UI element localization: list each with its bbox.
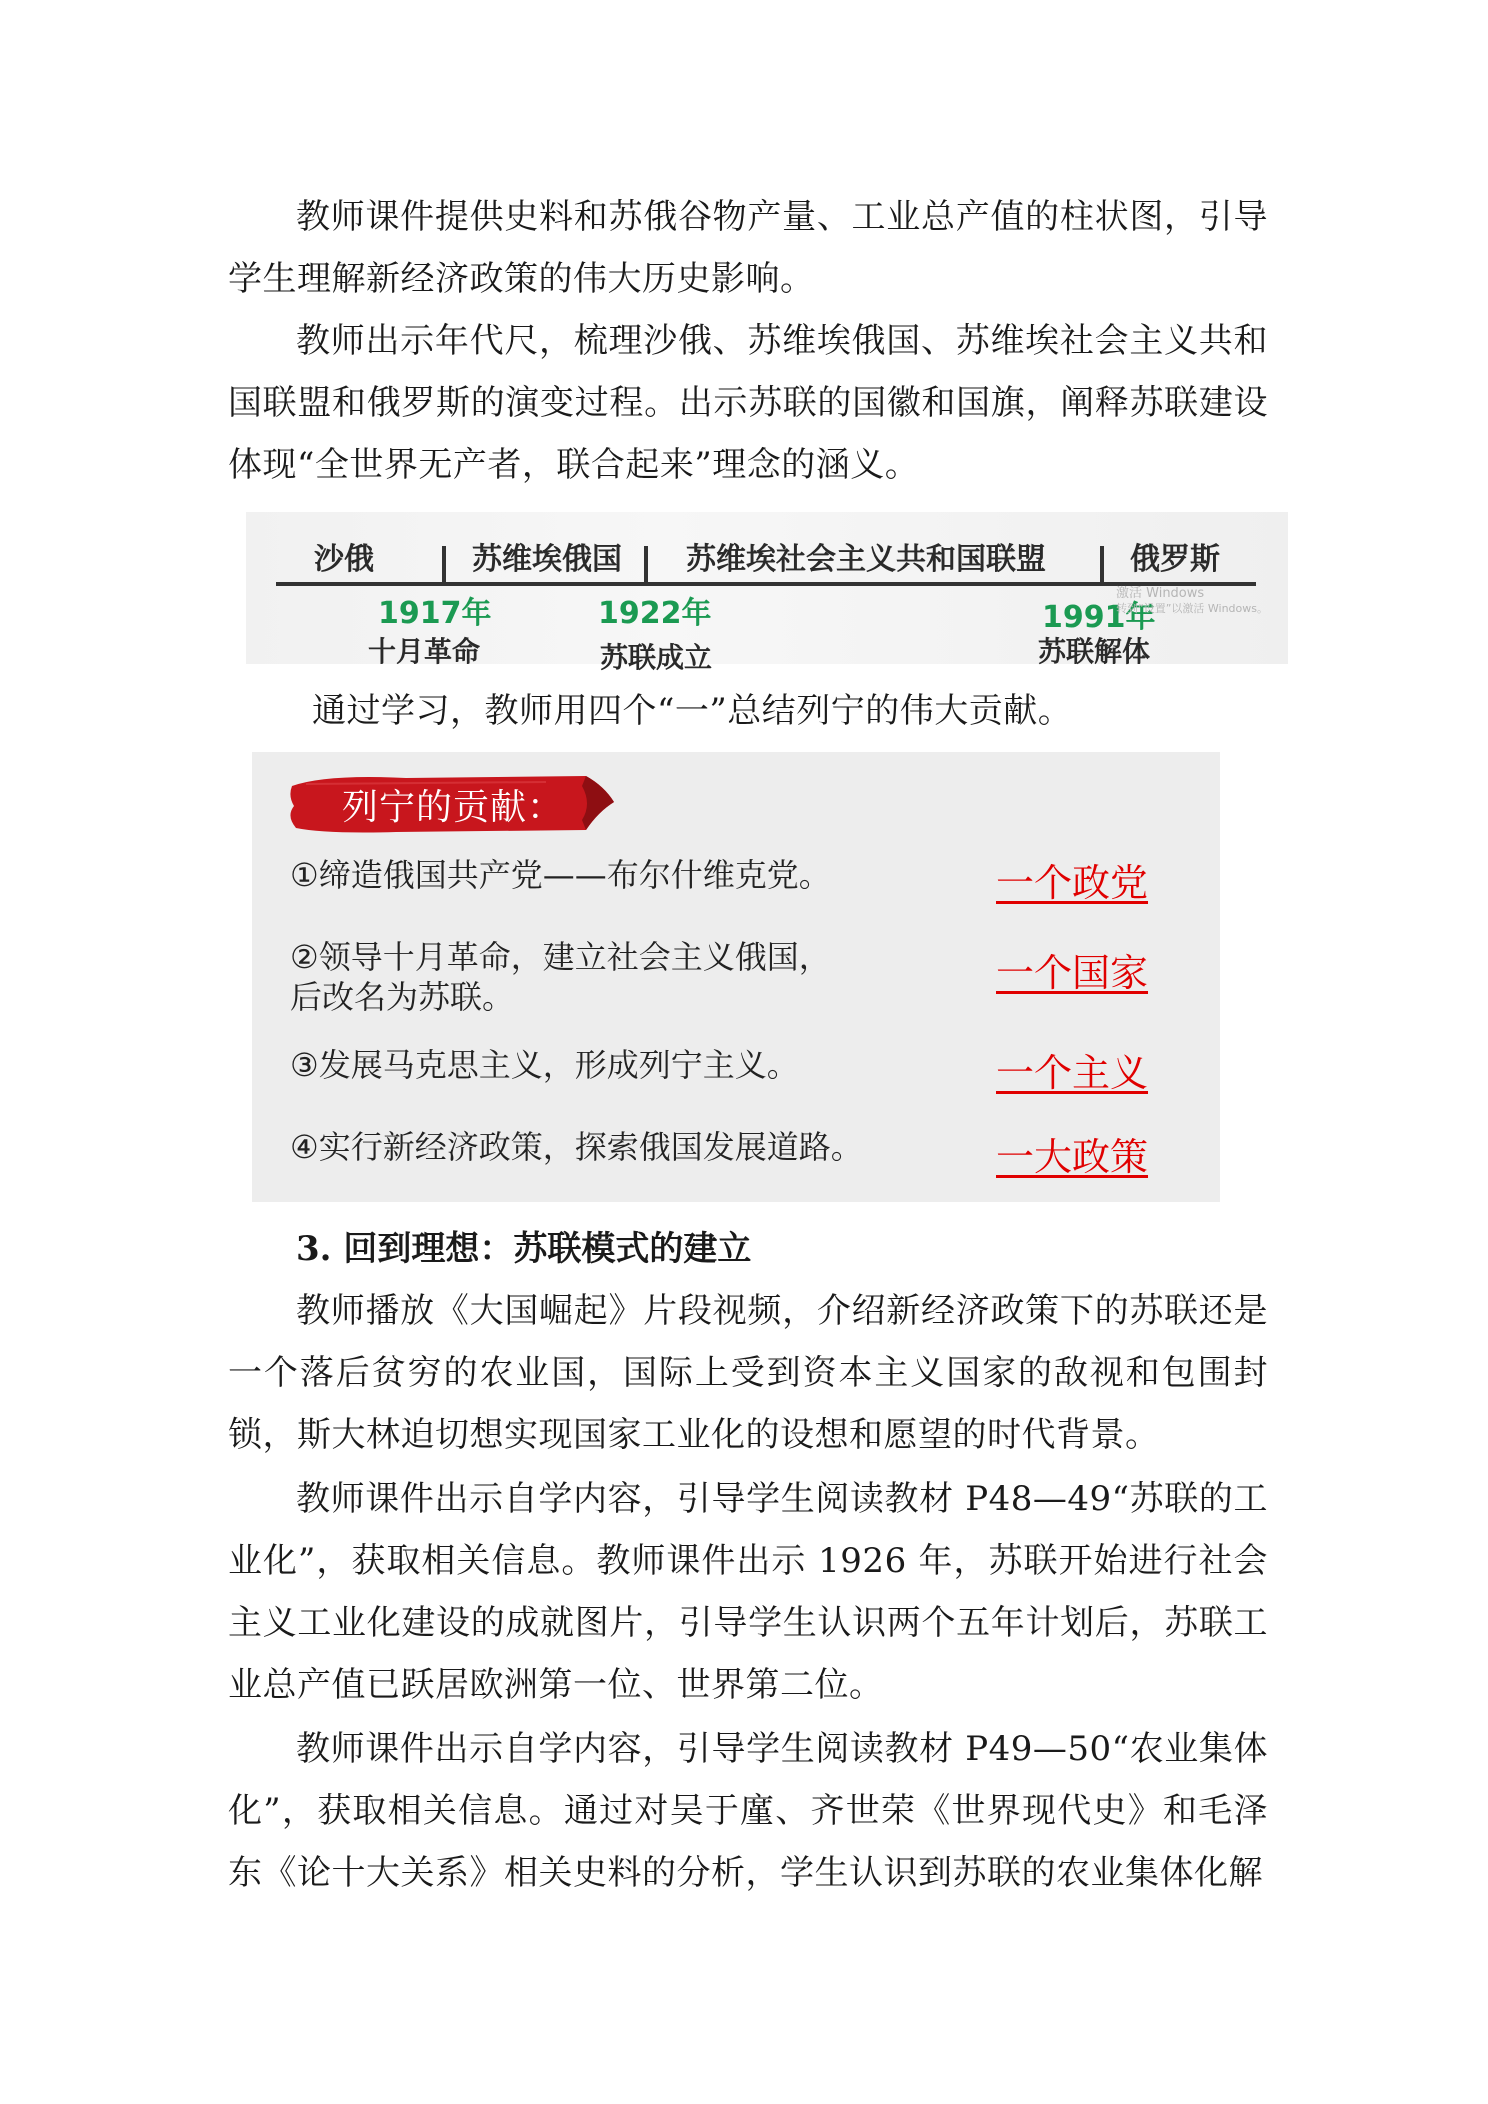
timeline-divider	[644, 546, 648, 582]
paragraph-1: 教师课件提供史料和苏俄谷物产量、工业总产值的柱状图，引导学生理解新经济政策的伟大历史影响。	[228, 197, 1268, 299]
paragraph-2: 教师出示年代尺，梳理沙俄、苏维埃俄国、苏维埃社会主义共和国联盟和俄罗斯的演变过程。出示苏联的国徽和国旗，阐释苏联建设体现“全世界无产者，联合起来”理念的涵义。	[228, 321, 1268, 485]
watermark-line-2: 转到“设置”以激活 Windows。	[1116, 602, 1268, 615]
watermark-line-1: 激活 Windows	[1116, 586, 1205, 601]
timeline-period-russia: 俄罗斯	[1130, 542, 1220, 577]
contribution-2-line-1: ②领导十月革命，建立社会主义俄国，	[290, 938, 831, 976]
section-heading: 3. 回到理想：苏联模式的建立	[296, 1229, 752, 1269]
timeline-axis	[276, 582, 1256, 586]
timeline-period-ussr: 苏维埃社会主义共和国联盟	[686, 542, 1046, 577]
timeline-event-october-revolution: 十月革命	[368, 635, 481, 668]
contribution-1: ①缔造俄国共产党——布尔什维克党。	[290, 856, 831, 894]
timeline-period-soviet-russia: 苏维埃俄国	[472, 542, 622, 577]
timeline-divider	[1100, 546, 1104, 582]
contribution-4-tag: 一大政策	[996, 1135, 1149, 1179]
panel-title: 列宁的贡献：	[342, 787, 565, 828]
timeline-year-1991: 1991年	[1042, 600, 1156, 635]
contribution-2-tag: 一个国家	[996, 951, 1149, 995]
contribution-1-tag: 一个政党	[996, 861, 1149, 905]
contribution-3-tag: 一个主义	[996, 1051, 1149, 1095]
timeline-divider	[442, 546, 446, 582]
timeline-year-1917: 1917年	[378, 596, 492, 631]
lenin-contributions-panel	[252, 752, 1220, 1202]
timeline-figure	[246, 512, 1288, 674]
paragraph-6: 教师课件出示自学内容，引导学生阅读教材 P49—50“农业集体化”，获取相关信息。通过对吴于廑、齐世荣《世界现代史》和毛泽东《论十大关系》相关史料的分析，学生认识到苏联的农业集体化解	[228, 1729, 1268, 1893]
contribution-4: ④实行新经济政策，探索俄国发展道路。	[290, 1128, 863, 1166]
banner	[286, 772, 616, 836]
timeline-event-ussr-dissolved: 苏联解体	[1038, 635, 1151, 668]
paragraph-3: 通过学习，教师用四个“一”总结列宁的伟大贡献。	[312, 691, 1073, 731]
paragraph-5: 教师课件出示自学内容，引导学生阅读教材 P48—49“苏联的工业化”，获取相关信息。教师课件出示 1926 年，苏联开始进行社会主义工业化建设的成就图片，引导学生认识两个五年计划后，苏联工业总产值已跃居欧洲第一位、世界第二位。	[228, 1479, 1268, 1705]
timeline-event-ussr-founded: 苏联成立	[600, 641, 713, 674]
timeline-period-tsarist: 沙俄	[314, 542, 374, 577]
paragraph-4: 教师播放《大国崛起》片段视频，介绍新经济政策下的苏联还是一个落后贫穷的农业国，国际上受到资本主义国家的敌视和包围封锁，斯大林迫切想实现国家工业化的设想和愿望的时代背景。	[228, 1291, 1268, 1455]
contribution-2-line-2: 后改名为苏联。	[290, 978, 515, 1016]
contribution-3: ③发展马克思主义，形成列宁主义。	[290, 1046, 799, 1084]
timeline-year-1922: 1922年	[598, 596, 712, 631]
